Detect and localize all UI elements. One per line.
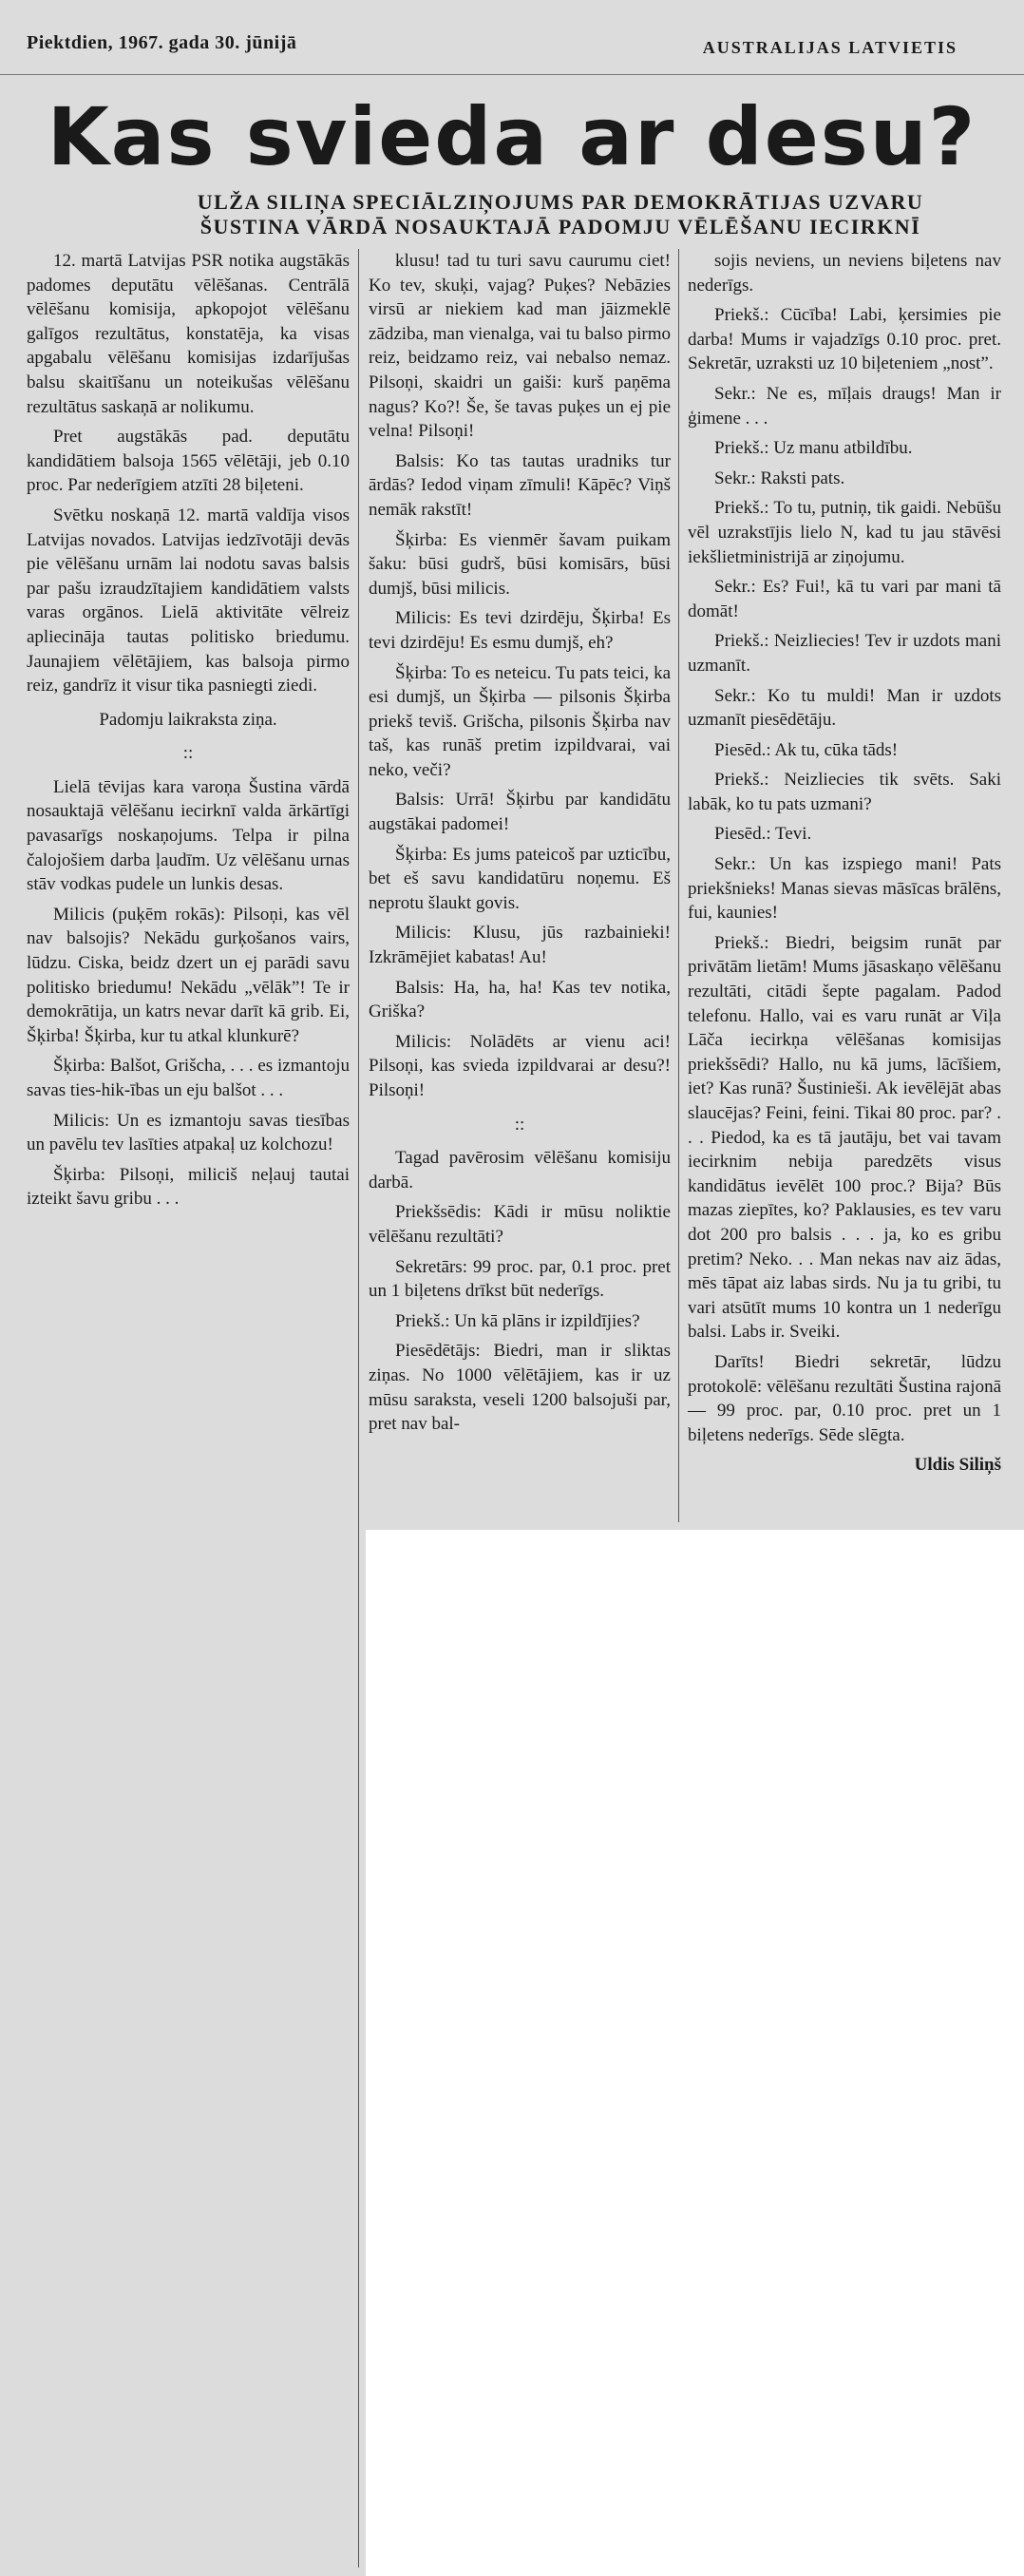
paragraph: Sekretārs: 99 proc. par, 0.1 proc. pret un 1 biļetens drīkst būt nederīgs.: [369, 1256, 671, 1302]
paragraph: Milicis: Klusu, jūs razbainieki! Izkrāmējiet kabatas! Au!: [369, 923, 671, 968]
article-title: Kas svieda ar desu?: [47, 90, 977, 183]
newspaper-name: AUSTRALIJAS LATVIETIS: [702, 38, 958, 57]
paragraph: sojis neviens, un neviens biļetens nav nederīgs.: [688, 251, 1001, 296]
dateline: Piektdien, 1967. gada 30. jūnijā: [27, 32, 297, 53]
paragraph: Priekš.: Neizliecies tik svēts. Saki labāk, ko tu pats uzmani?: [688, 770, 1001, 814]
paragraph: Priekš.: Biedri, beigsim runāt par privātām lietām! Mums jāsaskaņo vēlēšanu rezultāti, citādi šepte pagalam. Padod telefonu. Hallo, vai es varu runāt ar Viļa Lāča iecirkņa vēlēšanas komisijas priekšsēdi? Hallo, nu kā jums, lācīšiem, iet? Kas runā? Šustinieši. Ak ievēlējāt abas slaucējas? Feini, feini. Tikai 80 proc. par? . . . Piedod, ka es tā jautāju, bet vai tavam iecirknim nebija paredzēts visus kandidātus ievēlēt 100 proc.? Bija? Būs mazas ziepītes, ko? Paklausies, es tev varu dot 200 pro balsis . . . ja, ko es gribu pretim? Neko. . . Man nekas nav aiz ādas, mēs tāpat aiz labas sirds. Nu ja tu gribi, tu vari atsūtīt mums 10 kontra un 1 nederīgu balsi. Labs ir. Sveiki.: [688, 932, 1001, 1343]
clipping-continuation: [0, 1530, 366, 2576]
paragraph: Balsis: Urrā! Šķirbu par kandidātu augstākai padomei!: [369, 790, 671, 835]
paragraph: Milicis: Nolādēts ar vienu aci! Pilsoņi, kas svieda izpildvarai ar desu?! Pilsoņi!: [369, 1031, 671, 1100]
paragraph: klusu! tad tu turi savu caurumu ciet! Ko tev, skuķi, vajag? Puķes? Nebāzies virsū ar niekiem kad man jāizmeklē zādziba, man vienalga, vai tu balso pirmo reiz, beidzamo reiz, vai nebalso nemaz. Pilsoņi, skaidri un gaiši: kurš paņēma nagus? Ko?! Še, še tavas puķes un ej pie velna! Pilsoņi!: [369, 251, 671, 442]
paragraph: Piesēd.: Tevi.: [714, 824, 812, 845]
source-note: Padomju laikraksta ziņa.: [99, 709, 277, 730]
paragraph: Priekš.: Uz manu atbildību.: [714, 438, 913, 459]
paragraph: Šķirba: Pilsoņi, miliciš neļauj tautai izteikt šavu gribu . . .: [27, 1164, 350, 1210]
paragraph: Pret augstākās pad. deputātu kandidātiem balsoja 1565 vēlētāji, jeb 0.10 proc. Par nederīgiem atzīti 28 biļeteni.: [27, 427, 350, 496]
column-divider: [358, 249, 359, 2567]
paragraph: Priekš.: Un kā plāns ir izpildījies?: [395, 1310, 640, 1331]
section-separator: ::: [514, 1114, 525, 1135]
paragraph: Balsis: Ko tas tautas uradniks tur ārdās? Iedod viņam zīmuli! Kāpēc? Viņš nemāk rakstīt!: [369, 450, 671, 520]
paragraph: Sekr.: Es? Fui!, kā tu vari par mani tā domāt!: [688, 577, 1001, 621]
paragraph: Priekšsēdis: Kādi ir mūsu noliktie vēlēšanu rezultāti?: [369, 1202, 671, 1247]
paragraph: Darīts! Biedri sekretār, lūdzu protokolē: vēlēšanu rezultāti Šustina rajonā — 99 proc. par, 0.10 proc. pret un 1 biļetens nederīgs. Sēde slēgta.: [688, 1351, 1001, 1445]
paragraph: Milicis: Es tevi dzirdēju, Šķirba! Es tevi dzirdēju! Es esmu dumjš, eh?: [369, 608, 671, 653]
article-subhead: ULŽA SILIŅA SPECIĀLZIŅOJUMS PAR DEMOKRĀTIJAS UZVARU ŠUSTINA VĀRDĀ NOSAUKTAJĀ PADOMJU VĒLĒŠANU IECIRKNĪ: [197, 190, 924, 239]
paragraph: 12. martā Latvijas PSR notika augstākās padomes deputātu vēlēšanas. Centrālā vēlēšanu komisija, apkopojot vēlēšanu galīgos rezultātus, konstatēja, ka visas apgabalu vēlēšanu komisijas izdarījušas balsu skaitīšanu un noteikušas vēlēšanu rezultātus saskaņā ar nolikumu.: [27, 251, 350, 417]
page-header: [0, 0, 1024, 75]
paragraph: Milicis (puķēm rokās): Pilsoņi, kas vēl nav balsojis? Nekādu gurķošanos vairs, lūdzu. Ciska, beidz dzert un ej parādi savu politisko briedumu! Nekādu „vēlāk”! Te ir demokrātija, un katrs nevar darīt kā grib. Ei, Šķirba! Šķirba, kur tu atkal klunkurē?: [27, 904, 350, 1046]
paragraph: Sekr.: Ne es, mīļais draugs! Man ir ģimene . . .: [688, 383, 1001, 429]
paragraph: Milicis: Un es izmantoju savas tiesības un pavēlu tev lasīties atpakaļ uz kolchozu!: [27, 1110, 350, 1155]
paragraph: Balsis: Ha, ha, ha! Kas tev notika, Griška?: [369, 977, 671, 1022]
paragraph: Svētku noskaņā 12. martā valdīja visos Latvijas novados. Latvijas iedzīvotāji devās pie vēlēšanu urnām lai nodotu savas balsis par pašu izraudzītajiem kandidātiem valsts varas orgānos. Lielā aktivitāte vēlreiz apliecināja tautas politisko briedumu. Jaunajiem vēlētājiem, kas balsoja pirmo reiz, gandrīz it visur tika pasniegti ziedi.: [27, 505, 350, 696]
column-divider: [678, 249, 679, 1522]
paragraph: Šķirba: Balšot, Grišcha, . . . es izmantoju savas ties-hik-ības un eju balšot . . .: [27, 1056, 350, 1100]
column-2: [369, 249, 671, 1513]
paragraph: Sekr.: Un kas izspiego mani! Pats priekšnieks! Manas sievas māsīcas brālēns, fui, kaunies!: [688, 854, 1001, 924]
paragraph: Sekr.: Ko tu muldi! Man ir uzdots uzmanīt piesēdētāju.: [688, 685, 1001, 731]
paragraph: Šķirba: Es vienmēr šavam puikam šaku: būsi gudrš, būsi komisārs, būsi dumjš, būsi milicis.: [369, 529, 671, 599]
paragraph: Priekš.: To tu, putniņ, tik gaidi. Nebūšu vēl uzrakstījis lielo N, kad tu jau stāvēsi iekšlietministrijā ar ziņojumu.: [688, 498, 1001, 567]
paragraph: Lielā tēvijas kara varoņa Šustina vārdā nosauktajā vēlēšanu iecirknī valda ārkārtīgi pavasarīgs noskaņojums. Telpa ir pilna čalojošiem darba ļaudīm. Uz vēlēšanu urnas stāv vodkas pudele un lunkis desas.: [27, 776, 350, 895]
paragraph: Priekš.: Cūcība! Labi, ķersimies pie darba! Mums ir vajadzīgs 0.10 proc. pret. Sekretār, uzraksti uz 10 biļeteniem „nost”.: [688, 305, 1001, 374]
paragraph: Sekr.: Raksti pats.: [714, 467, 845, 488]
paragraph: Priekš.: Neizliecies! Tev ir uzdots mani uzmanīt.: [688, 631, 1001, 676]
column-3: [688, 249, 1001, 1513]
byline: Uldis Siliņš: [914, 1455, 1001, 1476]
section-separator: ::: [182, 743, 194, 764]
column-1: [27, 249, 350, 1513]
paragraph: Piesēdētājs: Biedri, man ir sliktas ziņas. No 1000 vēlētājiem, kas ir uz mūsu saraksta, veseli 1200 balsojuši par, pret nav bal-: [369, 1341, 671, 1435]
paragraph: Šķirba: Es jums pateicoš par uzticību, bet eš savu kandidatūru noņemu. Eš neprotu šlaukt govis.: [369, 844, 671, 913]
paragraph: Šķirba: To es neteicu. Tu pats teici, ka esi dumjš, un Šķirba — pilsonis Šķirba priekš teviš. Grišcha, pilsonis Šķirba nav taš, kas runāš pretim izpildvarai, vai neko, veči?: [369, 662, 671, 780]
paragraph: Piesēd.: Ak tu, cūka tāds!: [714, 739, 899, 760]
paragraph: Tagad pavērosim vēlēšanu komisiju darbā.: [369, 1148, 671, 1193]
